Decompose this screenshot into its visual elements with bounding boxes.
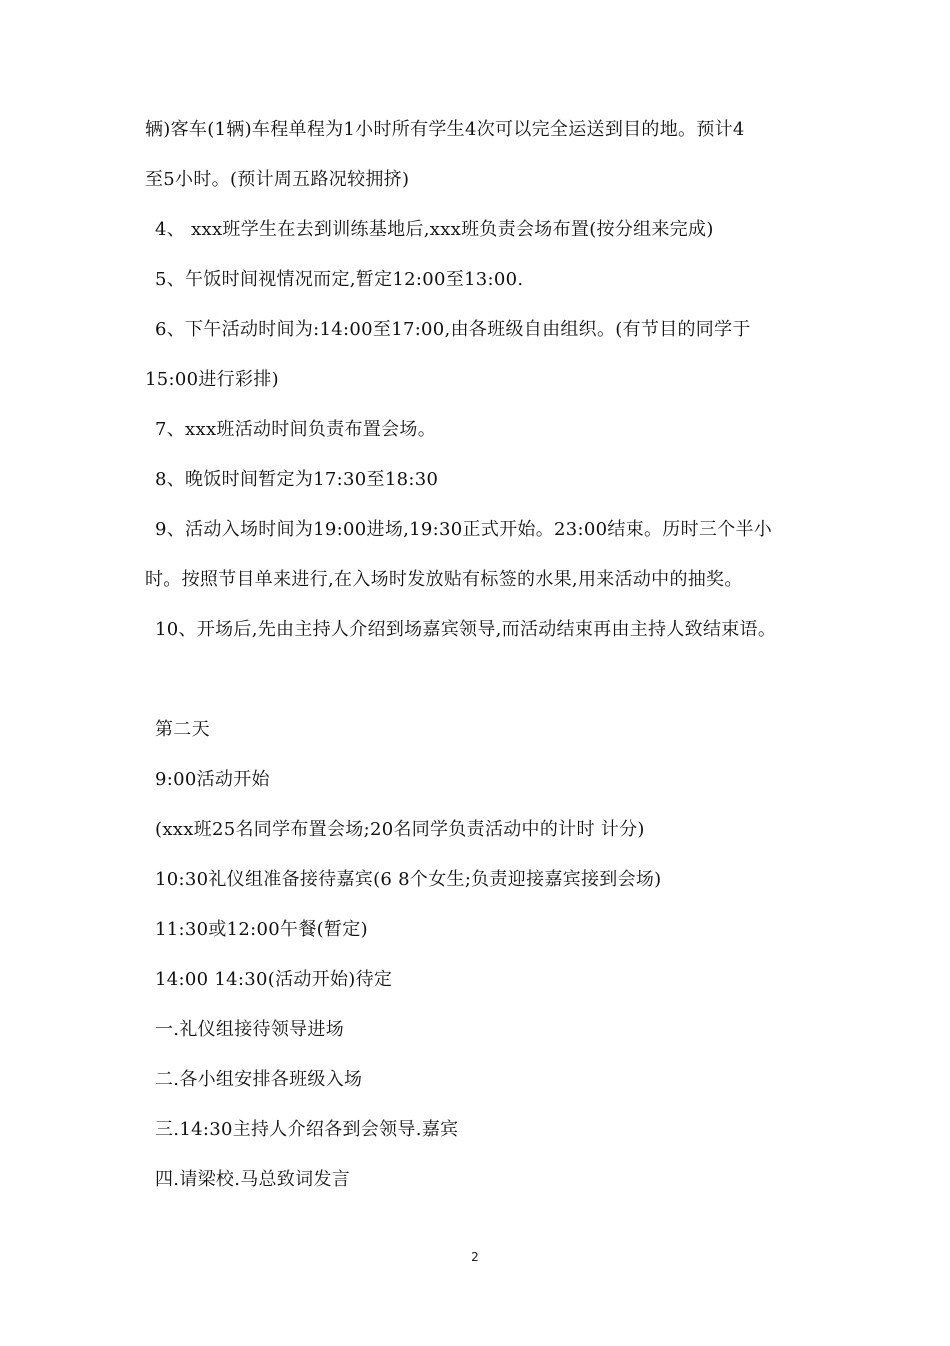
schedule-item: 14:00 14:30(活动开始)待定 — [155, 969, 393, 990]
schedule-item: 11:30或12:00午餐(暂定) — [155, 919, 368, 940]
schedule-item: 一.礼仪组接待领导进场 — [155, 1019, 345, 1040]
paragraph-item-9-continued: 时。按照节目单来进行,在入场时发放贴有标签的水果,用来活动中的抽奖。 — [145, 569, 743, 590]
schedule-item: (xxx班25名同学布置会场;20名同学负责活动中的计时 计分) — [155, 819, 645, 840]
paragraph-item-10: 10、开场后,先由主持人介绍到场嘉宾领导,而活动结束再由主持人致结束语。 — [155, 619, 777, 640]
schedule-item: 二.各小组安排各班级入场 — [155, 1069, 363, 1090]
paragraph-item-7: 7、xxx班活动时间负责布置会场。 — [155, 419, 437, 440]
schedule-item: 四.请梁校.马总致词发言 — [155, 1169, 351, 1190]
schedule-item: 10:30礼仪组准备接待嘉宾(6 8个女生;负责迎接嘉宾接到会场) — [155, 869, 662, 890]
schedule-item: 9:00活动开始 — [155, 769, 270, 790]
paragraph-item-6: 6、下午活动时间为:14:00至17:00,由各班级自由组织。(有节目的同学于 — [155, 319, 751, 340]
paragraph-item-5: 5、午饭时间视情况而定,暂定12:00至13:00. — [155, 269, 524, 290]
paragraph-item-8: 8、晚饭时间暂定为17:30至18:30 — [155, 469, 439, 490]
paragraph-item-6-continued: 15:00进行彩排) — [145, 369, 279, 390]
day-two-heading: 第二天 — [155, 719, 210, 740]
schedule-item: 三.14:30主持人介绍各到会领导.嘉宾 — [155, 1119, 459, 1140]
paragraph-line-1: 辆)客车(1辆)车程单程为1小时所有学生4次可以完全运送到目的地。预计4 — [145, 119, 745, 140]
page-number: 2 — [471, 1250, 479, 1264]
paragraph-item-9: 9、活动入场时间为19:00进场,19:30正式开始。23:00结束。历时三个半小 — [155, 519, 773, 540]
paragraph-line-2: 至5小时。(预计周五路况较拥挤) — [145, 169, 410, 190]
paragraph-item-4: 4、 xxx班学生在去到训练基地后,xxx班负责会场布置(按分组来完成) — [155, 219, 714, 240]
